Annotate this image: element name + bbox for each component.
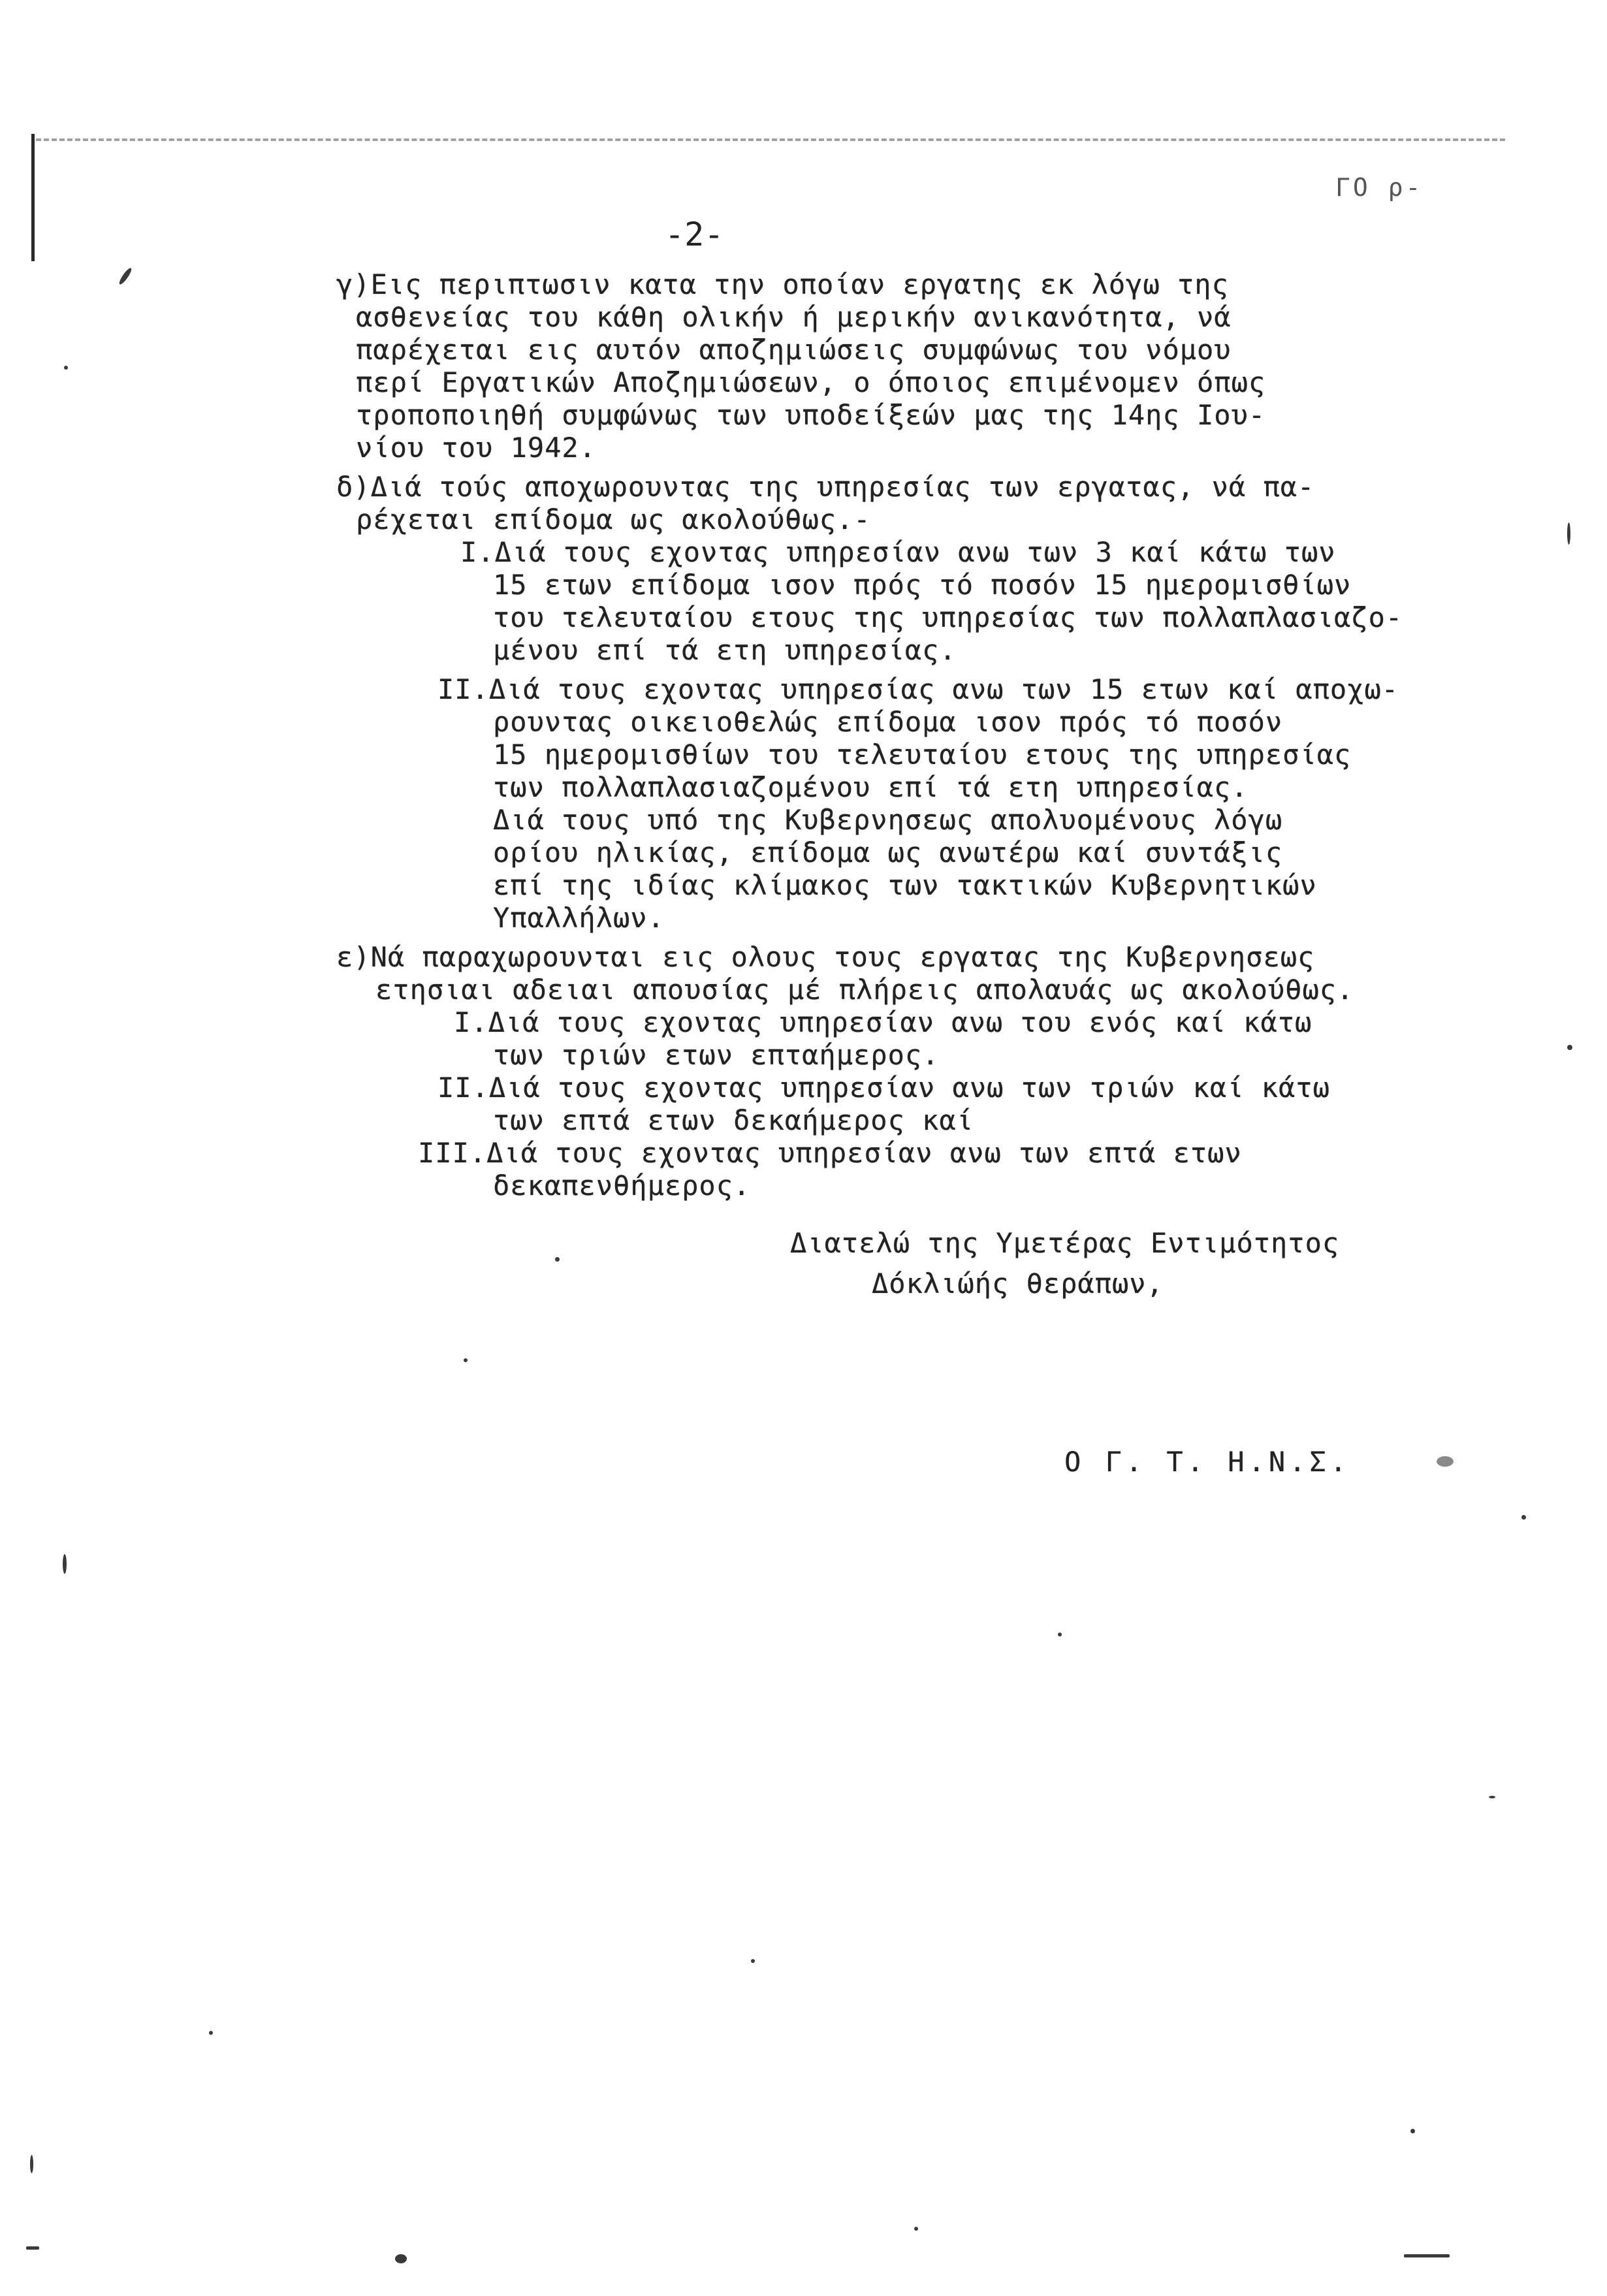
scan-top-rule bbox=[36, 138, 1505, 141]
body-line: επί της ιδίας κλίμακος των τακτικών Κυβερνητικών bbox=[493, 869, 1317, 901]
body-line: του τελευταίου ετους της υπηρεσίας των πολλαπλασιαζο- bbox=[493, 601, 1403, 633]
scan-edge-mark bbox=[31, 134, 35, 261]
body-line: ΙΙ.Διά τους εχοντας υπηρεσίας ανω των 15 ετων καί αποχω- bbox=[438, 673, 1399, 705]
body-line: νίου του 1942. bbox=[356, 432, 597, 464]
scan-speck bbox=[209, 2031, 213, 2035]
body-line: 15 ετων επίδομα ισον πρός τό ποσόν 15 ημερομισθίων bbox=[493, 569, 1352, 601]
body-line: Ι.Διά τους εχοντας υπηρεσίαν ανω του ενός καί κάτω bbox=[454, 1006, 1313, 1038]
scan-speck bbox=[1567, 522, 1570, 545]
scan-speck bbox=[464, 1358, 468, 1362]
body-line: 15 ημερομισθίων του τελευταίου ετους της υπηρεσίας bbox=[493, 739, 1352, 771]
signature: Ο Γ. Τ. Η.Ν.Σ. bbox=[1064, 1446, 1351, 1478]
body-line: Ι.Διά τους εχοντας υπηρεσίαν ανω των 3 καί κάτω των bbox=[460, 536, 1336, 568]
body-line: μένου επί τά ετη υπηρεσίας. bbox=[493, 634, 957, 666]
closing-line: Δόκλιώής θεράπων, bbox=[872, 1268, 1164, 1299]
scan-speck bbox=[555, 1257, 560, 1262]
scan-speck bbox=[1404, 2254, 1450, 2257]
body-line: των πολλαπλασιαζομένου επί τά ετη υπηρεσίας. bbox=[493, 771, 1249, 803]
body-line: ρουντας οικειοθελώς επίδομα ισον πρός τό ποσόν bbox=[493, 706, 1283, 738]
scan-speck bbox=[118, 266, 133, 285]
body-line: ΙΙ.Διά τους εχοντας υπηρεσίαν ανω των τριών καί κάτω bbox=[438, 1072, 1330, 1104]
corner-mark: ΓΟ ρ- bbox=[1335, 173, 1424, 202]
body-line: παρέχεται εις αυτόν αποζημιώσεις συμφώνως του νόμου bbox=[356, 334, 1232, 366]
body-line: περί Εργατικών Αποζημιώσεων, ο όποιος επιμένομεν όπως bbox=[356, 366, 1266, 398]
scan-speck bbox=[1521, 1515, 1526, 1520]
body-line: ορίου ηλικίας, επίδομα ως ανωτέρω καί συντάξις bbox=[493, 837, 1283, 869]
scan-speck bbox=[914, 2227, 918, 2231]
scan-speck bbox=[26, 2246, 39, 2250]
page-number: -2- bbox=[665, 215, 724, 253]
scan-speck bbox=[1058, 1633, 1062, 1636]
body-line: γ)Εις περιπτωσιν κατα την οποίαν εργατης εκ λόγω της bbox=[336, 268, 1229, 300]
body-line: των επτά ετων δεκαήμερος καί bbox=[493, 1104, 974, 1136]
scan-speck bbox=[395, 2254, 407, 2263]
scan-speck bbox=[1489, 1796, 1495, 1798]
scan-speck bbox=[1437, 1456, 1454, 1467]
scan-speck bbox=[1567, 1045, 1572, 1050]
closing-line: Διατελώ της Υμετέρας Εντιμότητος bbox=[790, 1227, 1340, 1259]
body-line: ασθενείας του κάθη ολικήν ή μερικήν ανικανότητα, νά bbox=[356, 301, 1232, 333]
body-line: ρέχεται επίδομα ως ακολούθως.- bbox=[356, 503, 871, 535]
body-line: Υπαλλήλων. bbox=[493, 902, 665, 934]
scan-speck bbox=[751, 1959, 755, 1963]
body-line: ΙΙΙ.Διά τους εχοντας υπηρεσίαν ανω των επτά ετων bbox=[418, 1137, 1242, 1169]
body-line: Διά τους υπό της Κυβερνησεως απολυομένους λόγω bbox=[493, 804, 1283, 836]
body-line: ετησιαι αδειαι απουσίας μέ πλήρεις απολαυάς ως ακολούθως. bbox=[375, 974, 1354, 1006]
scan-speck bbox=[1410, 2129, 1415, 2133]
scan-speck bbox=[64, 366, 68, 370]
scan-speck bbox=[30, 2155, 33, 2173]
body-line: των τριών ετων επταήμερος. bbox=[493, 1039, 940, 1071]
body-line: τροποποιηθή συμφώνως των υποδείξεών μας της 14ης Ιου- bbox=[356, 399, 1266, 431]
scan-speck bbox=[63, 1554, 67, 1574]
body-line: δ)Διά τούς αποχωρουντας της υπηρεσίας των εργατας, νά πα- bbox=[336, 471, 1315, 503]
body-line: δεκαπενθήμερος. bbox=[493, 1170, 751, 1202]
body-line: ε)Νά παραχωρουνται εις ολους τους εργατας της Κυβερνησεως bbox=[336, 941, 1315, 973]
